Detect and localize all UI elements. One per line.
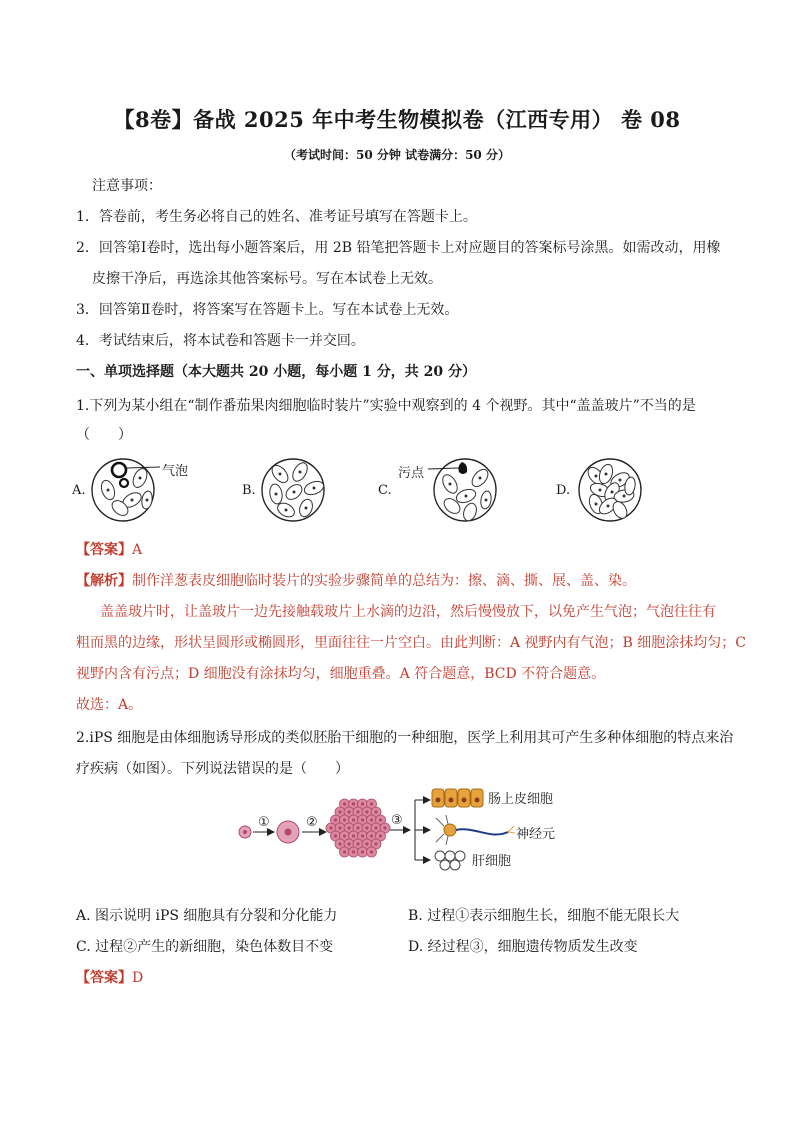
q1-analysis-tag: 【解析】: [76, 573, 132, 589]
q1-answer-tag: 【答案】: [76, 542, 132, 558]
cluster-cell-nucleus: [338, 826, 341, 829]
cluster-cell-nucleus: [374, 810, 377, 813]
liver-label: 肝细胞: [472, 854, 512, 869]
step-3-label: ③: [391, 813, 403, 828]
cluster-cell-nucleus: [352, 802, 355, 805]
cluster-cell-nucleus: [370, 818, 373, 821]
q1-answer-value: A: [132, 542, 143, 558]
cluster-cell-nucleus: [352, 834, 355, 837]
cluster-cell-nucleus: [365, 826, 368, 829]
cluster-cell-nucleus: [343, 818, 346, 821]
cell-cluster: [326, 799, 390, 857]
q1-analysis-line-3: 粗而黑的边缘，形状呈圆形或椭圆形，里面往往一片空白。由此判断：A 视野内有气泡；B 细胞涂抹均匀；C: [76, 635, 747, 651]
q1-option-a-label: A.: [72, 483, 86, 498]
cluster-cell-nucleus: [361, 834, 364, 837]
step-1-label: ①: [258, 815, 270, 830]
step-2-label: ②: [306, 815, 318, 830]
cluster-cell-nucleus: [347, 842, 350, 845]
cluster-cell-nucleus: [356, 810, 359, 813]
cluster-cell-nucleus: [338, 810, 341, 813]
cluster-cell-nucleus: [347, 826, 350, 829]
intestine-cells-icon: [432, 789, 483, 807]
notice-item-3: 3．回答第Ⅱ卷时，将答案写在答题卡上。写在本试卷上无效。: [76, 302, 459, 318]
page-subtitle: （考试时间：50 分钟 试卷满分：50 分）: [284, 148, 510, 162]
cluster-cell-nucleus: [347, 810, 350, 813]
notice-item-4: 4．考试结束后，将本试卷和答题卡一并交回。: [76, 333, 365, 349]
section-heading: 一、单项选择题（本大题共 20 小题，每小题 1 分，共 20 分）: [76, 364, 476, 380]
cluster-cell-nucleus: [370, 802, 373, 805]
q2-answer-tag: 【答案】: [76, 970, 132, 986]
cluster-cell-nucleus: [374, 826, 377, 829]
cluster-cell-nucleus: [334, 834, 337, 837]
q2-stem-cont: 疗疾病（如图）。下列说法错误的是（ ）: [76, 761, 349, 777]
cluster-cell-nucleus: [379, 818, 382, 821]
cluster-cell-nucleus: [374, 842, 377, 845]
cluster-cell-nucleus: [338, 842, 341, 845]
cluster-cell-nucleus: [365, 842, 368, 845]
cluster-cell-nucleus: [352, 818, 355, 821]
cluster-cell-nucleus: [352, 850, 355, 853]
cluster-cell-nucleus: [361, 802, 364, 805]
q2-option-a: A. 图示说明 iPS 细胞具有分裂和分化能力: [76, 908, 338, 924]
q2-option-d: D. 经过程③，细胞遗传物质发生改变: [408, 939, 638, 955]
cluster-cell-nucleus: [383, 826, 386, 829]
cluster-cell-nucleus: [356, 826, 359, 829]
q2-option-c: C. 过程②产生的新细胞，染色体数目不变: [76, 939, 334, 955]
intestine-label: 肠上皮细胞: [488, 792, 554, 807]
cluster-cell-nucleus: [379, 834, 382, 837]
notice-heading: 注意事项：: [92, 178, 162, 194]
q1-option-c-label: C.: [378, 483, 392, 498]
neuron-icon: [436, 815, 515, 845]
q1-analysis-line-4: 视野内含有污点；D 细胞没有涂抹均匀，细胞重叠。A 符合题意，BCD 不符合题意。: [76, 666, 606, 682]
notice-item-2-cont: 皮擦干净后，再选涂其他答案标号。写在本试卷上无效。: [92, 271, 442, 287]
neuron-label: 神经元: [516, 827, 556, 842]
cluster-cell-nucleus: [365, 810, 368, 813]
q1-analysis-line-5: 故选：A。: [76, 697, 143, 713]
q1-analysis-line-2: 盖盖玻片时，让盖玻片一边先接触载玻片上水滴的边沿，然后慢慢放下，以免产生气泡；气泡往往有: [100, 604, 716, 620]
cluster-cell-nucleus: [361, 850, 364, 853]
cluster-cell-nucleus: [334, 818, 337, 821]
notice-item-1: 1．答卷前，考生务必将自己的姓名、准考证号填写在答题卡上。: [76, 209, 477, 225]
stain-label: 污点: [398, 466, 425, 481]
q1-stem-paren: （ ）: [76, 427, 132, 443]
cluster-cell-nucleus: [356, 842, 359, 845]
page-title: 【8卷】备战 2025 年中考生物模拟卷（江西专用） 卷 08: [113, 107, 681, 132]
q1-option-d-label: D.: [556, 483, 571, 498]
cluster-cell-nucleus: [370, 850, 373, 853]
q2-option-b: B. 过程①表示细胞生长，细胞不能无限长大: [408, 908, 680, 924]
q2-stem: 2.iPS 细胞是由体细胞诱导形成的类似胚胎干细胞的一种细胞，医学上利用其可产生多种体细胞的特点来治: [76, 730, 734, 746]
cluster-cell-nucleus: [361, 818, 364, 821]
cluster-cell-nucleus: [343, 802, 346, 805]
notice-item-2: 2．回答第Ⅰ卷时，选出每小题答案后，用 2B 铅笔把答题卡上对应题目的答案标号涂黑。如需改动，用橡: [76, 240, 721, 256]
cluster-cell-nucleus: [343, 850, 346, 853]
q2-answer: [76, 968, 143, 988]
liver-cells-icon: [435, 851, 465, 870]
cluster-cell-nucleus: [329, 826, 332, 829]
cluster-cell-nucleus: [370, 834, 373, 837]
q2-answer-value: D: [132, 970, 144, 986]
q1-analysis-text-1: 制作洋葱表皮细胞临时装片的实验步骤简单的总结为：擦、滴、撕、展、盖、染。: [132, 573, 636, 589]
bubble-label: 气泡: [162, 464, 189, 479]
cluster-cell-nucleus: [343, 834, 346, 837]
q1-option-b-label: B.: [242, 483, 256, 498]
q1-stem: 1.下列为某小组在“制作番茄果肉细胞临时装片”实验中观察到的 4 个视野。其中“盖盖玻片”不当的是: [76, 398, 696, 414]
